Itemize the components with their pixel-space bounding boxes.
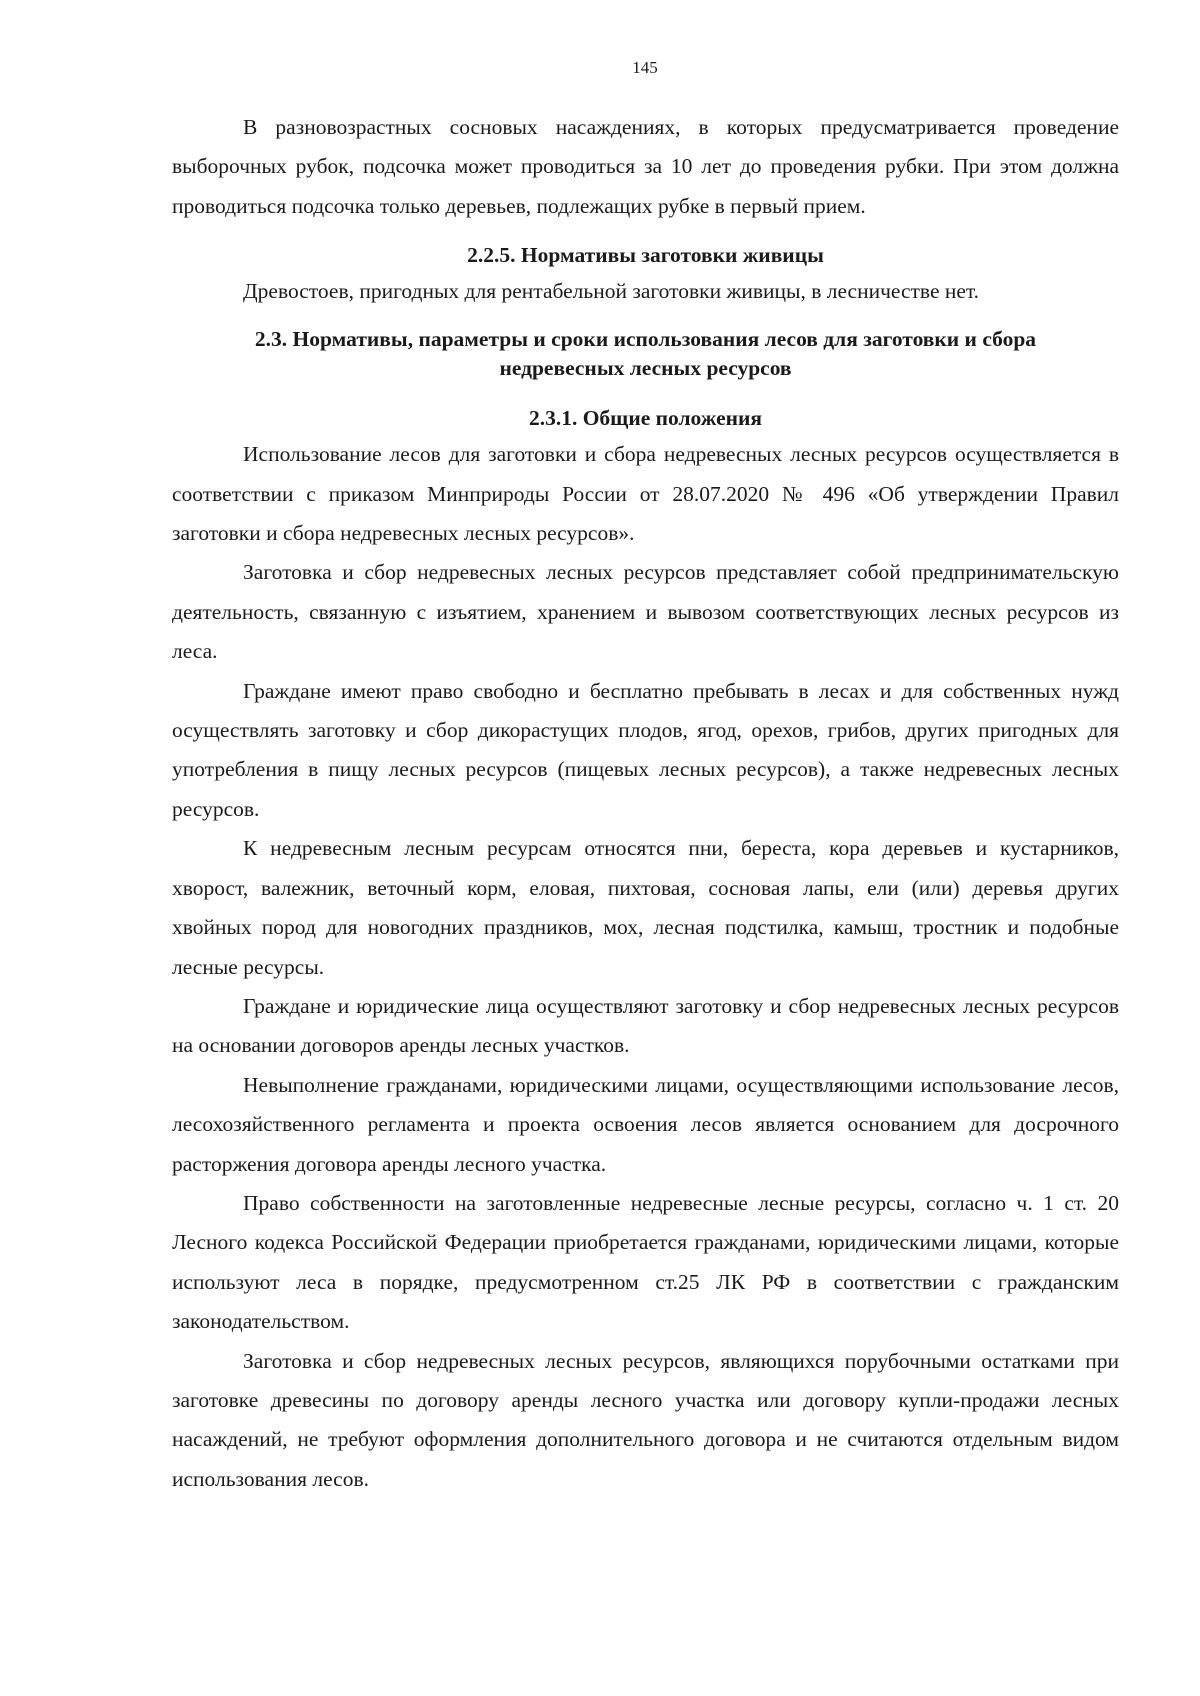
paragraph-no-resin-stands: Древостоев, пригодных для рентабельной заготовки живицы, в лесничестве нет. — [243, 279, 980, 304]
page-content — [172, 108, 1119, 1499]
paragraph-ownership-right: Право собственности на заготовленные недревесные лесные ресурсы, согласно ч. 1 ст. 20 Лесного кодекса Российской Федерации приобретается гражданами, юридическими лицами, которые используют леса в порядке, предусмотренном ст.25 ЛК РФ в соответствии с гражданским законодательством. — [172, 1190, 1119, 1334]
heading-general-provisions: 2.3.1. Общие положения — [528, 406, 763, 431]
paragraph-legal-basis: Использование лесов для заготовки и сбора недревесных лесных ресурсов осуществляется в соответствии с приказом Минприроды России от 28.07.2020 № 496 «Об утверждении Правил заготовки и сбора недревесных лесных ресурсов». — [172, 442, 1119, 546]
paragraph-resource-list: К недревесным лесным ресурсам относятся пни, береста, кора деревьев и кустарников, хворост, валежник, веточный корм, еловая, пихтовая, сосновая лапы, ели (или) деревья других хвойных пород для новогодних праздников, мох, лесная подстилка, камыш, тростник и подобные лесные ресурсы. — [172, 836, 1119, 979]
paragraph-logging-residues: Заготовка и сбор недревесных лесных ресурсов, являющихся порубочными остатками при заготовке древесины по договору аренды лесного участка или договору купли-продажи лесных насаждений, не требуют оформления дополнительного договора и не считаются отдельным видом использования лесов. — [172, 1348, 1119, 1491]
heading-non-timber-resources-line2: недревесных лесных ресурсов — [499, 356, 792, 381]
heading-non-timber-resources-line1: 2.3. Нормативы, параметры и сроки использования лесов для заготовки и сбора — [254, 327, 1037, 352]
paragraph-business-activity: Заготовка и сбор недревесных лесных ресурсов представляет собой предпринимательскую деятельность, связанную с изъятием, хранением и вывозом соответствующих лесных ресурсов из леса. — [172, 560, 1119, 664]
paragraph-lease-termination: Невыполнение гражданами, юридическими лицами, осуществляющими использование лесов, лесохозяйственного регламента и проекта освоения лесов является основанием для досрочного расторжения договора аренды лесного участка. — [172, 1072, 1119, 1176]
page-number: 145 — [632, 58, 658, 77]
paragraph-citizen-rights: Граждане имеют право свободно и бесплатно пребывать в лесах и для собственных нужд осуществлять заготовку и сбор дикорастущих плодов, ягод, орехов, грибов, других пригодных для употребления в пищу лесных ресурсов (пищевых лесных ресурсов), а также недревесных лесных ресурсов. — [172, 678, 1119, 821]
paragraph-lease-basis: Граждане и юридические лица осуществляют заготовку и сбор недревесных лесных ресурсов на основании договоров аренды лесных участков. — [172, 993, 1119, 1058]
paragraph-selective-cutting: В разновозрастных сосновых насаждениях, в которых предусматривается проведение выборочных рубок, подсочка может проводиться за 10 лет до проведения рубки. При этом должна проводиться подсочка только деревьев, подлежащих рубке в первый прием. — [172, 115, 1119, 218]
heading-non-timber-resources — [172, 325, 1119, 383]
heading-resin-harvesting-norms: 2.2.5. Нормативы заготовки живицы — [467, 243, 824, 268]
